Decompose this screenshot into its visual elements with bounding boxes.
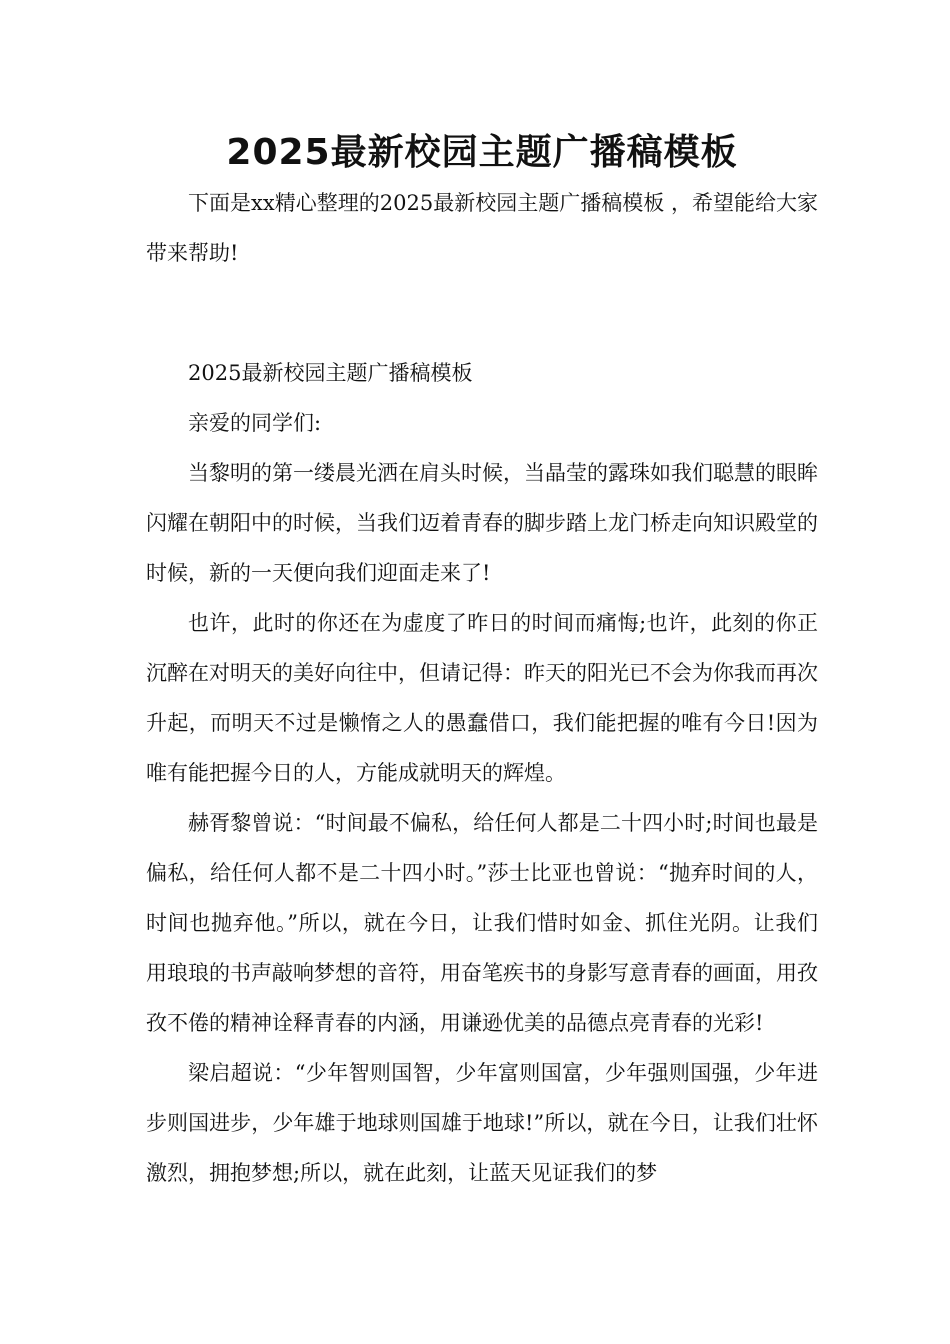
document-body [146, 128, 818, 1198]
body-paragraph: 当黎明的第一缕晨光洒在肩头时候，当晶莹的露珠如我们聪慧的眼眸闪耀在朝阳中的时候，当我们迈着青春的脚步踏上龙门桥走向知识殿堂的时候，新的一天便向我们迎面走来了! [146, 461, 818, 585]
body-paragraph: 也许，此时的你还在为虚度了昨日的时间而痛悔;也许，此刻的你正沉醉在对明天的美好向往中，但请记得：昨天的阳光已不会为你我而再次升起，而明天不过是懒惰之人的愚蠢借口，我们能把握的唯有今日!因为唯有能把握今日的人，方能成就明天的辉煌。 [146, 611, 818, 785]
intro-paragraph: 下面是xx精心整理的2025最新校园主题广播稿模板 ，希望能给大家带来帮助! [146, 191, 818, 265]
greeting: 亲爱的同学们: [188, 411, 322, 435]
body-paragraph: 梁启超说：“少年智则国智，少年富则国富，少年强则国强，少年进步则国进步，少年雄于地球则国雄于地球!”所以，就在今日，让我们壮怀激烈，拥抱梦想;所以，就在此刻，让蓝天见证我们的梦 [146, 1061, 818, 1185]
document-title: 2025最新校园主题广播稿模板 [226, 132, 738, 173]
section-heading: 2025最新校园主题广播稿模板 [188, 361, 473, 385]
body-paragraph: 赫胥黎曾说：“时间最不偏私，给任何人都是二十四小时;时间也最是偏私，给任何人都不是二十四小时。”莎士比亚也曾说：“抛弃时间的人，时间也抛弃他。”所以，就在今日，让我们惜时如金、抓住光阴。让我们用琅琅的书声敲响梦想的音符，用奋笔疾书的身影写意青春的画面，用孜孜不倦的精神诠释青春的内涵，用谦逊优美的品德点亮青春的光彩! [146, 811, 818, 1035]
